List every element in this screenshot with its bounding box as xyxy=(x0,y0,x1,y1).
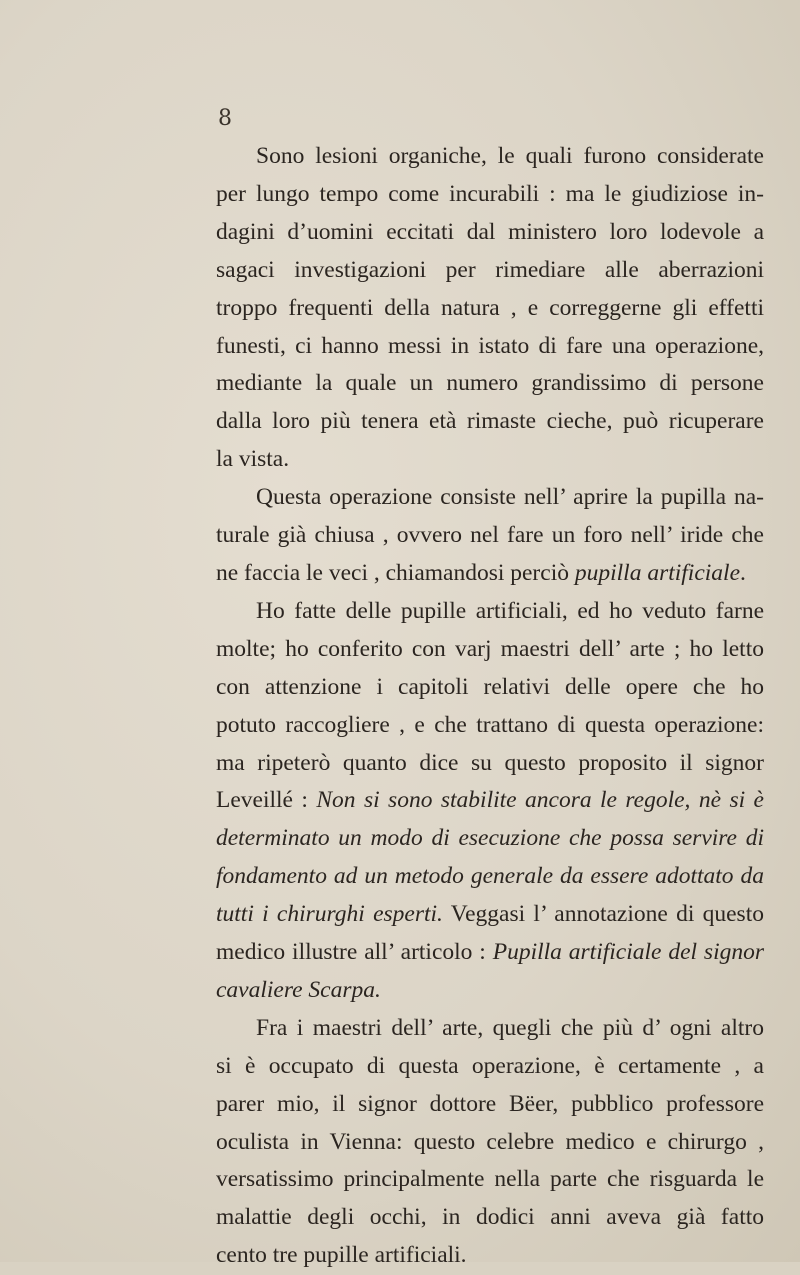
text-line: per lungo tempo come incurabili : ma le giudiziose in- xyxy=(216,180,764,207)
text-line: con attenzione i capitoli relativi delle opere che ho xyxy=(216,673,764,700)
paragraph-2 xyxy=(216,479,764,593)
text-line: malattie degli occhi, in dodici anni aveva già fatto xyxy=(216,1204,764,1231)
page-number: 8 xyxy=(218,106,232,131)
text-line: ma ripeterò quanto dice su questo proposito il signor xyxy=(216,749,764,776)
text-line: la vista. xyxy=(216,446,290,473)
text-line: fondamento ad un metodo generale da essere adottato da xyxy=(216,863,764,890)
text-line: parer mio, il signor dottore Bëer, pubblico professore xyxy=(216,1090,764,1117)
text-line: Sono lesioni organiche, le quali furono considerate xyxy=(256,143,764,169)
text-line: cavaliere Scarpa. xyxy=(216,976,381,1003)
text-line: Ho fatte delle pupille artificiali, ed ho veduto farne xyxy=(256,597,764,624)
body-text xyxy=(216,138,764,1275)
text-line: molte; ho conferito con varj maestri dell’ arte ; ho letto xyxy=(216,635,764,662)
text-line: tutti i chirurghi esperti. Veggasi l’ annotazione di questo xyxy=(216,901,764,928)
text-line: potuto raccogliere , e che trattano di questa operazione: xyxy=(216,711,764,738)
text-line: determinato un modo di esecuzione che possa servire di xyxy=(216,825,764,852)
paragraph-4 xyxy=(216,1010,764,1275)
text-line: oculista in Vienna: questo celebre medico e chirurgo , xyxy=(216,1128,764,1155)
text-line: si è occupato di questa operazione, è certamente , a xyxy=(216,1052,764,1079)
text-line: versatissimo principalmente nella parte che risguarda le xyxy=(216,1166,764,1193)
text-line: funesti, ci hanno messi in istato di fare una operazione, xyxy=(216,332,764,359)
text-line: ne faccia le veci , chiamandosi perciò pupilla artificiale. xyxy=(216,559,746,586)
text-line: cento tre pupille artificiali. xyxy=(216,1242,467,1269)
paragraph-3 xyxy=(216,593,764,1010)
text-line: Questa operazione consiste nell’ aprire la pupilla na- xyxy=(256,484,764,511)
text-line: troppo frequenti della natura , e correggerne gli effetti xyxy=(216,294,764,321)
text-line: turale già chiusa , ovvero nel fare un foro nell’ iride che xyxy=(216,522,764,549)
text-line: sagaci investigazioni per rimediare alle aberrazioni xyxy=(216,256,764,283)
text-line: dagini d’uomini eccitati dal ministero loro lodevole a xyxy=(216,218,764,245)
text-line: mediante la quale un numero grandissimo di persone xyxy=(216,370,764,397)
text-line: Fra i maestri dell’ arte, quegli che più d’ ogni altro xyxy=(256,1014,764,1041)
paragraph-1 xyxy=(216,138,764,479)
text-line: dalla loro più tenera età rimaste cieche, può ricuperare xyxy=(216,408,764,435)
text-line: medico illustre all’ articolo : Pupilla artificiale del signor xyxy=(216,939,765,966)
text-line: Leveillé : Non si sono stabilite ancora le regole, nè si è xyxy=(216,787,764,814)
